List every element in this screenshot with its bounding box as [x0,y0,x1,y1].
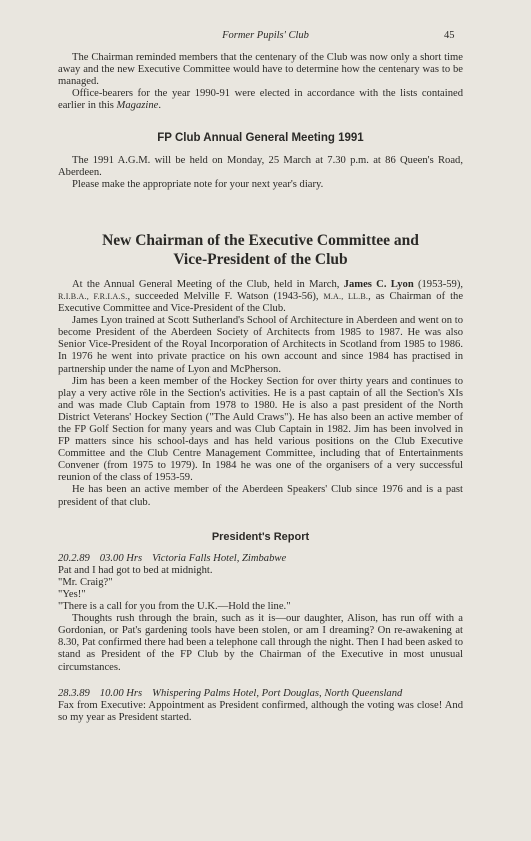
agm-paragraph-1: The 1991 A.G.M. will be held on Monday, 25 March at 7.30 p.m. at 86 Queen's Road, Aberdeen. [58,154,463,178]
chairman-name: James C. Lyon [343,278,414,290]
entry-2-paragraph: Fax from Executive: Appointment as President confirmed, although the voting was close! And so my year as President started. [58,699,463,723]
chairman-p1-c: , succeeded Melville F. Watson (1943-56), [127,290,324,302]
entry-2-date: 28.3.89 [58,687,90,699]
entry-2-header [58,688,463,700]
agm-paragraph-2: Please make the appropriate note for your next year's diary. [72,178,324,190]
entry-1-time: 03.00 Hrs [99,552,143,564]
agm-heading: FP Club Annual General Meeting 1991 [157,132,364,145]
chairman-p1-d: , as Chairman of the Executive Committee and Vice-President of the Club. [58,290,464,315]
chairman-heading [58,231,463,269]
entry-2-time: 10.00 Hrs [99,687,143,699]
chairman-p1-b: (1953-59), [413,278,463,290]
chairman-p1-a: At the Annual General Meeting of the Club, held in March, [72,278,344,290]
chairman-paragraph-4: He has been an active member of the Aberdeen Speakers' Club since 1976 and is a past president of that club. [58,484,463,508]
report-heading: President's Report [211,530,310,543]
intro-p2-text: Office-bearers for the year 1990-91 were elected in accordance with the lists contained earlier in this [58,88,463,112]
entry-1-line-2: "Mr. Craig?" [58,576,113,588]
entry-2-place: Whispering Palms Hotel, Port Douglas, North Queensland [152,687,403,699]
running-title: Former Pupils' Club [222,30,309,41]
page-number: 45 [444,30,455,41]
chairman-paragraph-2: James Lyon trained at Scott Sutherland's School of Architecture in Aberdeen and went on to become President of the Aberdeen Society of Architects from 1985 to 1987. He was also Senior Vice-President of the Royal Incorporation of Architects in Scotland from 1985 to 1986. In 1976 he went into private practice on his own account and since 1984 has practised in partnership under the name of Lyon and McPherson. [58,315,463,375]
entry-1-header [58,553,463,565]
predecessor-qualifications: M.A., LL.B. [323,291,369,301]
magazine-title: Magazine [116,100,159,112]
entry-1-line-3: "Yes!" [58,589,86,600]
entry-1-line-1: Pat and I had got to bed at midnight. [58,564,213,576]
chairman-paragraph-1 [58,279,463,315]
intro-p2-end: . [158,100,161,112]
chairman-heading-line-1: New Chairman of the Executive Committee and [102,231,419,249]
chairman-qualifications: R.I.B.A., F.R.I.A.S. [58,291,128,301]
page-content [58,52,463,724]
chairman-paragraph-3: Jim has been a keen member of the Hockey Section for over thirty years and continues to play a very active rôle in the Section's activities. He is a past captain of all the Section's XIs and was made Club Captain from 1978 to 1980. He is also a past president of the North District Veterans' Hockey Section ("The Auld Craws"). He has also been an active member of the FP Golf Section for many years and was Club Captain in 1982. Jim has been involved in FP matters since his school-days and has held various positions on the Club Executive Committee and the Club Centre Management Committee, including that of Entertainments Convener (from 1975 to 1979). In 1984 he was one of the organisers of a very successful reunion of the class of 1953-59. [58,375,463,484]
intro-paragraph-1: The Chairman reminded members that the centenary of the Club was now only a short time away and the new Executive Committee would have to determine how the centenary was to be managed. [58,52,463,88]
entry-1-paragraph: Thoughts rush through the brain, such as it is—our daughter, Alison, has run off with a Gordonian, or Pat's gardening tools have been stolen, or am I dreaming? On re-awakening at 8.30, Pat confirmed there had been a telephone call through the night. Then I had been asked to stand as President of the FP Club by the Chairman of the Executive in most unusual circumstances. [58,613,463,673]
entry-1-date: 20.2.89 [58,552,90,564]
chairman-heading-line-2: Vice-President of the Club [173,250,348,268]
entry-1-line-4: "There is a call for you from the U.K.—Hold the line." [58,601,291,613]
entry-1-place: Victoria Falls Hotel, Zimbabwe [152,552,287,564]
intro-paragraph-2 [58,88,463,112]
